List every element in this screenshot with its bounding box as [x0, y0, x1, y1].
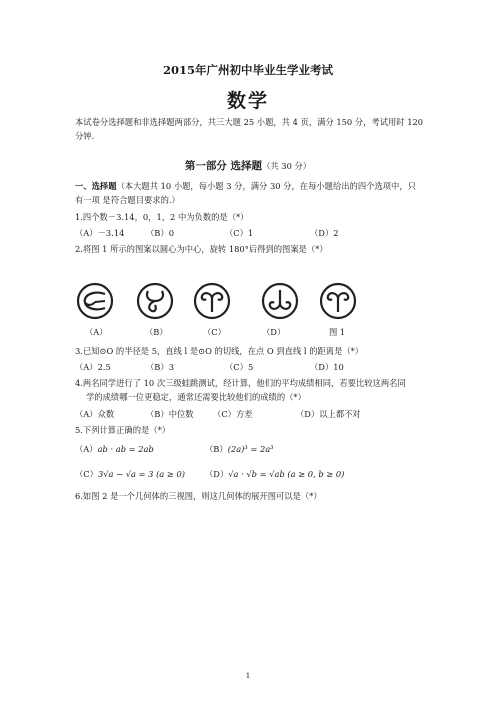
q5-option-a — [75, 443, 154, 455]
section-intro — [75, 180, 416, 192]
section-label: 一、选择题 — [75, 181, 117, 191]
q6-stem: 6.如图 2 是一个几何体的三视图，则这几何体的展开图可以是（*） — [75, 491, 322, 501]
q4-option-d: （D）以上都不对 — [296, 409, 361, 419]
q5-option-b-expr: (2a)³ = 2a³ — [227, 444, 274, 454]
q1-stem: 1.四个数－3.14，0，1，2 中为负数的是（*） — [75, 212, 249, 222]
q3-option-a: （A）2.5 — [75, 362, 111, 372]
q5-option-b-label: （B） — [205, 444, 228, 454]
ram-glyph-c-icon — [192, 281, 232, 321]
intro-line-1: 本试卷分选择题和非选择题两部分，共三大题 25 小题，共 4 页，满分 150 分，考试用时 120 — [75, 117, 424, 127]
q5-option-c-expr: 3√a − √a = 3 (a ≥ 0) — [97, 469, 185, 479]
part-heading — [0, 158, 496, 173]
q4-stem-1: 4.两名同学进行了 10 次三级蛙跳测试，经计算，他们的平均成绩相同，若要比较这两名同 — [75, 378, 406, 388]
page-number: 1 — [245, 671, 251, 680]
ram-glyph-fig1-icon — [318, 281, 358, 321]
q3-stem: 3.已知⊙O 的半径是 5，直线 l 是⊙O 的切线，在点 O 到直线 l 的距离是（*） — [75, 346, 364, 356]
q3-option-c: （C）5 — [225, 362, 254, 372]
q2-caption-c: （C） — [203, 327, 226, 337]
q5-option-c — [75, 468, 185, 480]
intro-line-2: 分钟. — [75, 131, 95, 141]
part-heading-score: （共 30 分） — [262, 161, 312, 171]
q1-option-a: （A）－3.14 — [75, 228, 125, 238]
q1-option-b: （B）0 — [146, 228, 174, 238]
q2-stem: 2.将图 1 所示的图案以圆心为中心，旋转 180°后得到的图案是（*） — [75, 244, 328, 254]
q1-option-d: （D）2 — [310, 228, 339, 238]
ram-glyph-d-icon — [260, 281, 300, 321]
q5-option-d — [205, 468, 344, 480]
ram-glyph-b-icon — [135, 281, 175, 321]
q4-option-a: （A）众数 — [75, 409, 115, 419]
ram-glyph-a-icon — [75, 281, 115, 321]
q1-option-c: （C）1 — [225, 228, 254, 238]
section-desc-2: 有一项 是符合题目要求的.） — [75, 195, 180, 205]
q5-option-a-expr: ab · ab = 2ab — [97, 444, 154, 454]
q5-option-c-label: （C） — [75, 469, 98, 479]
q4-stem-2: 学的成绩哪一位更稳定，通常还需要比较他们的成绩的（*） — [86, 392, 306, 402]
exam-title: 2015年广州初中毕业生学业考试 — [162, 63, 333, 77]
q2-caption-b: （B） — [145, 327, 168, 337]
q2-caption-fig1: 图 1 — [329, 327, 346, 337]
q5-option-a-label: （A） — [75, 444, 98, 454]
part-heading-label: 第一部分 选择题 — [184, 160, 263, 172]
q4-option-b: （B）中位数 — [146, 409, 194, 419]
q2-caption-d: （D） — [262, 327, 286, 337]
q3-option-d: （D）10 — [310, 362, 344, 372]
subject-title: 数学 — [226, 90, 269, 112]
q4-option-c: （C）方差 — [213, 409, 253, 419]
q2-caption-a: （A） — [85, 327, 108, 337]
q3-option-b: （B）3 — [146, 362, 174, 372]
section-desc-1: （本大题共 10 小题，每小题 3 分，满分 30 分，在每小题给出的四个选项中，只 — [116, 181, 416, 191]
q5-option-d-label: （D） — [205, 469, 229, 479]
q5-option-b — [205, 443, 274, 455]
q5-option-d-expr: √a · √b = √ab (a ≥ 0, b ≥ 0) — [228, 469, 345, 479]
q5-stem: 5.下列计算正确的是（*） — [75, 425, 171, 435]
